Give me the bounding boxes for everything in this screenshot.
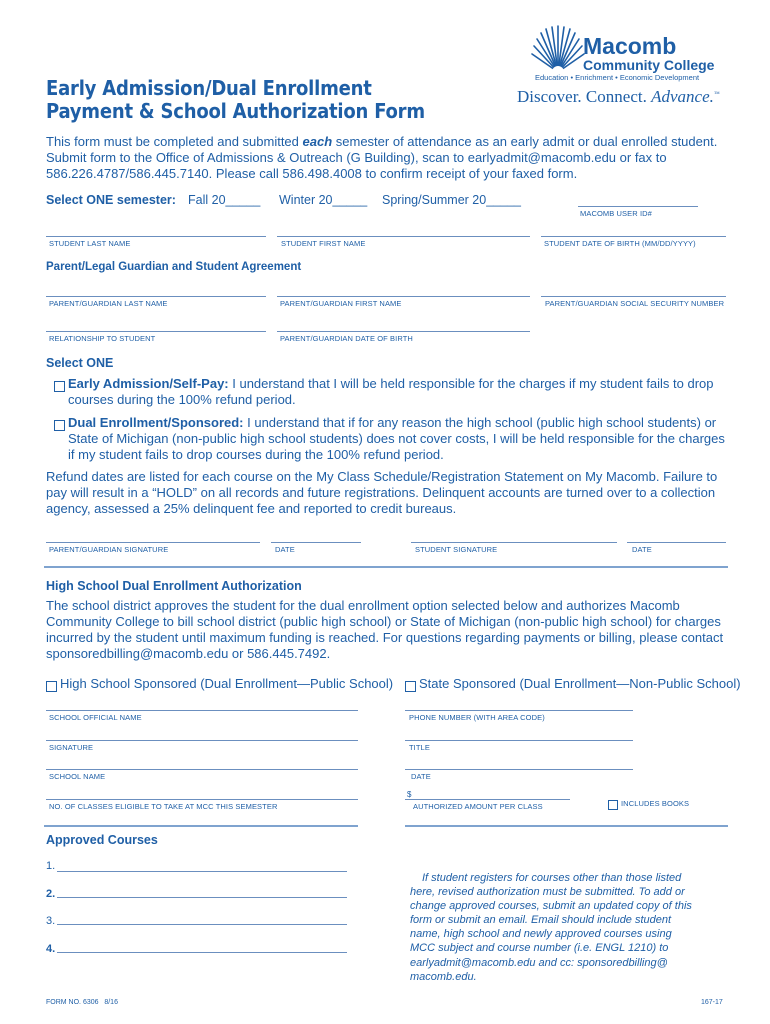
trademark-mark: ™ (713, 91, 720, 98)
courses-divider-right (405, 825, 728, 827)
includes-books-checkbox[interactable] (608, 796, 618, 814)
dual-enrollment-title: Dual Enrollment/Sponsored: (68, 415, 244, 430)
intro-paragraph (46, 134, 726, 182)
hs-date-label: DATE (411, 772, 431, 781)
slogan (517, 87, 720, 107)
school-name-label: SCHOOL NAME (49, 772, 106, 781)
student-first-name-field[interactable] (277, 236, 530, 237)
pg-last-name-label: PARENT/GUARDIAN LAST NAME (49, 299, 168, 308)
hs-date-field[interactable] (405, 769, 633, 770)
pg-signature-label: PARENT/GUARDIAN SIGNATURE (49, 545, 169, 554)
hs-public-checkbox[interactable] (46, 678, 57, 696)
student-first-name-label: STUDENT FIRST NAME (281, 239, 366, 248)
agreement-heading: Parent/Legal Guardian and Student Agreement (46, 261, 302, 273)
early-admission-text: I understand that I will be held responsible for the charges if my student fails to drop courses during the 100% refund period. (68, 376, 714, 407)
school-official-name-label: SCHOOL OFFICIAL NAME (49, 713, 142, 722)
state-sponsored-checkbox[interactable] (405, 678, 416, 696)
semester-label: Select ONE semester: (46, 193, 176, 207)
pg-last-name-field[interactable] (46, 296, 266, 297)
form-code: 167-17 (701, 999, 723, 1006)
macomb-user-id-label: MACOMB USER ID# (580, 209, 652, 218)
intro-part1: This form must be completed and submitted (46, 134, 303, 149)
course-3-field[interactable] (57, 924, 347, 925)
course-2-field[interactable] (57, 897, 347, 898)
form-title-line2: Payment & School Authorization Form (46, 99, 425, 123)
courses-heading: Approved Courses (46, 833, 158, 847)
school-official-name-field[interactable] (46, 710, 358, 711)
intro-part2: semester of attendance as an early admit or dual enrolled student. Submit form to the Office of Admissions & Outreach (G Building), scan to earlyadmit@macomb.edu or fax to 586.226.4787/586.445.7140. Please call 586.498.4008 to confirm receipt of your faxed form. (46, 134, 718, 181)
phone-number-field[interactable] (405, 710, 633, 711)
logo-name-community-college: Community College (583, 57, 715, 73)
form-title-line1: Early Admission/Dual Enrollment (46, 76, 372, 100)
relationship-field[interactable] (46, 331, 266, 332)
course-4-field[interactable] (57, 952, 347, 953)
title-label: TITLE (409, 743, 430, 752)
pg-signature-field[interactable] (46, 542, 260, 543)
hs-public-option-label: High School Sponsored (Dual Enrollment—Public School) (60, 676, 394, 691)
macomb-user-id-field[interactable] (578, 206, 698, 207)
signature-label: SIGNATURE (49, 743, 94, 752)
early-admission-title: Early Admission/Self-Pay: (68, 376, 229, 391)
logo-name-macomb: Macomb (583, 33, 677, 59)
hs-paragraph: The school district approves the student for the dual enrollment option selected below and authorizes Macomb Community College to bill school district (public high school) or State of Michigan (non-public high school) for charges incurred by the student until maximum funding is reached. For questions regarding payments or billing, please contact sponsoredbilling@macomb.edu or 586.445.7492. (46, 598, 724, 661)
num-classes-field[interactable] (46, 799, 358, 800)
dollar-sign: $ (407, 790, 412, 799)
logo-tagline: Education • Enrichment • Economic Development (535, 73, 700, 82)
macomb-sunburst-logo-icon (528, 24, 588, 76)
pg-date-field[interactable] (271, 542, 361, 543)
student-signature-label: STUDENT SIGNATURE (415, 545, 498, 554)
form-number: FORM NO. 6306 8/16 (46, 999, 118, 1006)
pg-ssn-label: PARENT/GUARDIAN SOCIAL SECURITY NUMBER (545, 299, 725, 308)
refund-paragraph: Refund dates are listed for each course on the My Class Schedule/Registration Statement on My Macomb. Failure to pay will result in a “HOLD” on all records and future registrations. Delinquent accounts are turned over to a collection agency, assessed a 25% delinquent fee and reported to credit bureaus. (46, 469, 718, 516)
student-dob-field[interactable] (541, 236, 726, 237)
dual-enrollment-checkbox[interactable] (54, 417, 65, 435)
student-last-name-field[interactable] (46, 236, 266, 237)
pg-first-name-label: PARENT/GUARDIAN FIRST NAME (280, 299, 402, 308)
course-number-3: 3. (46, 915, 56, 927)
pg-dob-label: PARENT/GUARDIAN DATE OF BIRTH (280, 334, 413, 343)
pg-dob-field[interactable] (277, 331, 530, 332)
authorized-amount-field[interactable] (405, 799, 570, 800)
dual-enrollment-text: I understand that if for any reason the high school (public high school students) or State of Michigan (non-public high school students) does not cover costs, I will be held responsible for the charges if my student fails to drop courses during the 100% refund period. (68, 415, 725, 462)
course-number-1: 1. (46, 860, 56, 872)
pg-ssn-field[interactable] (541, 296, 726, 297)
semester-spring-summer-option[interactable]: Spring/Summer 20_____ (382, 193, 521, 207)
student-date-label: DATE (632, 545, 652, 554)
num-classes-label: NO. OF CLASSES ELIGIBLE TO TAKE AT MCC THIS SEMESTER (49, 802, 278, 811)
phone-number-label: PHONE NUMBER (WITH AREA CODE) (409, 713, 545, 722)
slogan-advance: Advance. (651, 87, 714, 106)
courses-note: If student registers for courses other than those listed here, revised authorization must be submitted. To add or change approved courses, submit an updated copy of this form or submit an email. Email should include student name, high school and newly approved courses using MCC subject and course number (i.e. ENGL 1210) to earlyadmit@macomb.edu and cc: sponsoredbilling@ macomb.edu. (410, 872, 692, 983)
early-admission-checkbox[interactable] (54, 378, 65, 396)
pg-date-label: DATE (275, 545, 295, 554)
student-date-field[interactable] (627, 542, 726, 543)
course-number-2: 2. (46, 888, 56, 900)
courses-divider-left (44, 825, 358, 827)
student-signature-field[interactable] (411, 542, 617, 543)
title-field[interactable] (405, 740, 633, 741)
course-number-4: 4. (46, 943, 56, 955)
intro-emph: each (302, 134, 333, 149)
student-last-name-label: STUDENT LAST NAME (49, 239, 131, 248)
semester-fall-option[interactable]: Fall 20_____ (188, 193, 261, 207)
hs-heading: High School Dual Enrollment Authorization (46, 579, 302, 593)
dual-enrollment-option (68, 415, 728, 463)
relationship-label: RELATIONSHIP TO STUDENT (49, 334, 156, 343)
semester-winter-option[interactable]: Winter 20_____ (279, 193, 368, 207)
signature-field[interactable] (46, 740, 358, 741)
school-name-field[interactable] (46, 769, 358, 770)
section-divider (44, 566, 728, 568)
student-dob-label: STUDENT DATE OF BIRTH (MM/DD/YYYY) (544, 239, 696, 248)
course-1-field[interactable] (57, 871, 347, 872)
select-one-heading: Select ONE (46, 356, 114, 370)
pg-first-name-field[interactable] (277, 296, 530, 297)
authorized-amount-label: AUTHORIZED AMOUNT PER CLASS (413, 802, 543, 811)
includes-books-label: INCLUDES BOOKS (621, 799, 690, 808)
state-sponsored-option-label: State Sponsored (Dual Enrollment—Non-Public School) (419, 676, 741, 691)
slogan-discover-connect: Discover. Connect. (517, 87, 647, 106)
early-admission-option (68, 376, 728, 408)
